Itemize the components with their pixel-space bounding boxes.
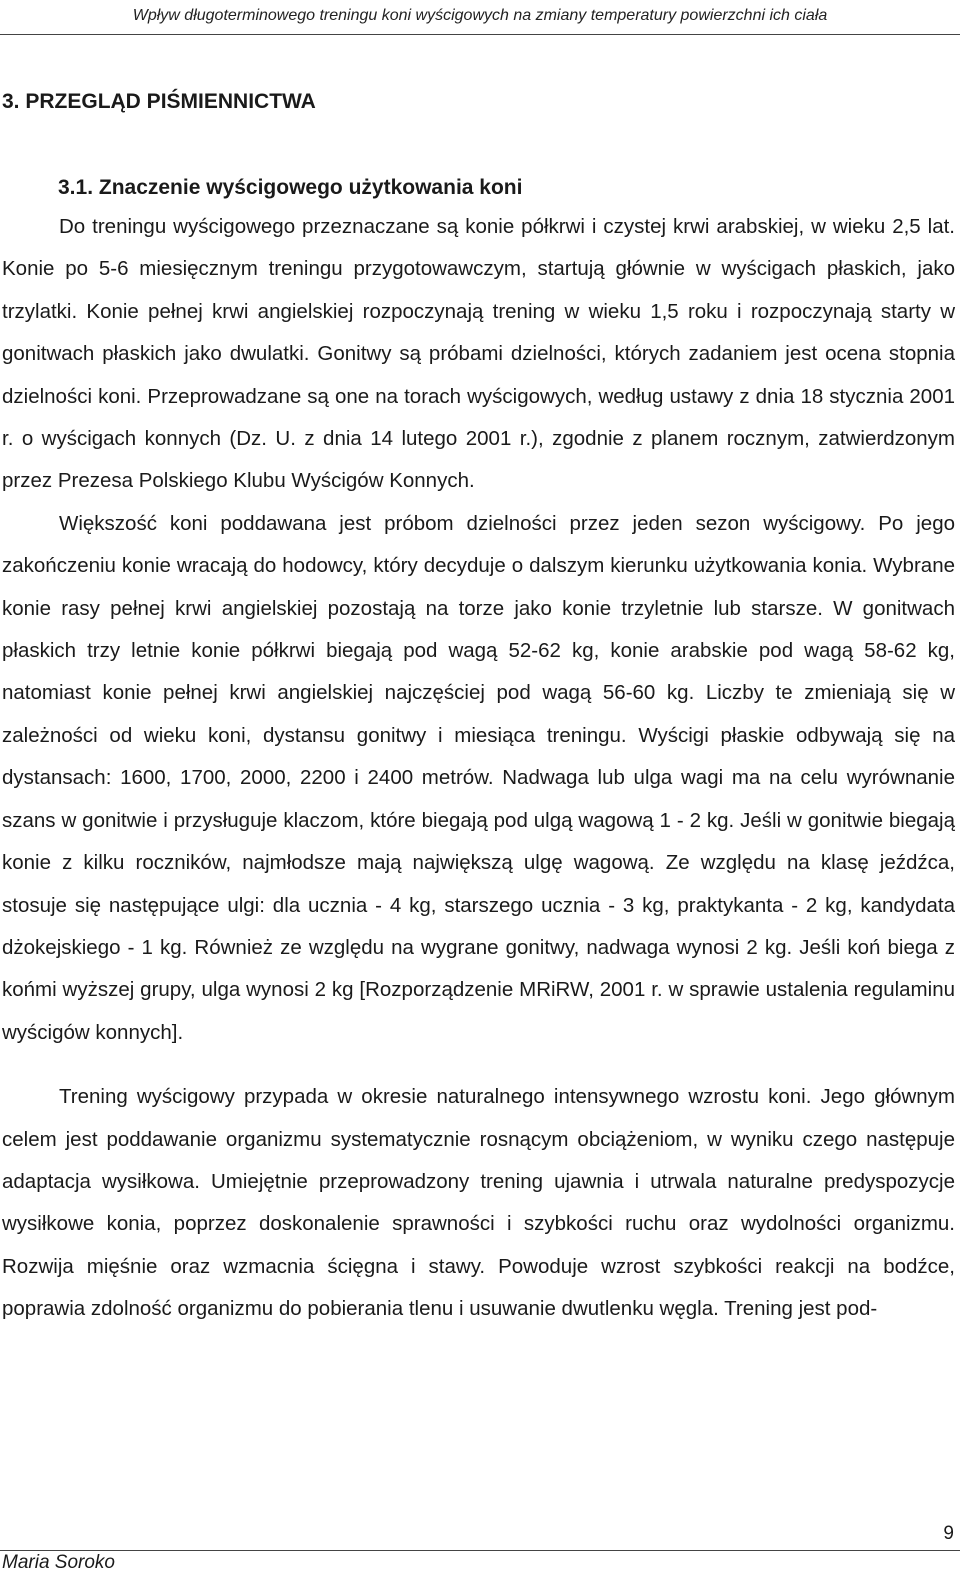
footer-divider [0,1550,960,1551]
page-number: 9 [943,1523,954,1544]
header-divider [0,34,960,35]
paragraph: Większość koni poddawana jest próbom dzielności przez jeden sezon wyścigowy. Po jego zakończeniu konie wracają do hodowcy, który decyduje o dalszym kierunku użytkowania konia. Wybrane konie rasy pełnej krwi angielskiej pozostają na torze jako konie trzyletnie lub starsze. W gonitwach płaskich trzy letnie konie półkrwi biegają pod wagą 52-62 kg, konie arabskie pod wagą 58-62 kg, natomiast konie pełnej krwi angielskiej najczęściej pod wagą 56-60 kg. Liczby te zmieniają się w zależności od wieku koni, dystansu gonitwy i miesiąca treningu. Wyścigi płaskie odbywają się na dystansach: 1600, 1700, 2000, 2200 i 2400 metrów. Nadwaga lub ulga wagi ma na celu wyrównanie szans w gonitwie i przysługuje klaczom, które biegają pod ulgą wagową 1 - 2 kg. Jeśli w gonitwie biegają konie z kilku roczników, najmłodsze mają największą ulgę wagową. Ze względu na klasę jeźdźca, stosuje się następujące ulgi: dla ucznia - 4 kg, starszego ucznia - 3 kg, praktykanta - 2 kg, kandydata dżokejskiego - 1 kg. Również ze względu na wygrane gonitwy, nadwaga wynosi 2 kg. Jeśli koń biega z końmi wyższej grupy, ulga wynosi 2 kg [Rozporządzenie MRiRW, 2001 r. w sprawie ustalenia regulaminu wyścigów konnych]. [2,511,955,1044]
footer-author: Maria Soroko [2,1552,115,1573]
running-header: Wpływ długoterminowego treningu koni wyścigowych na zmiany temperatury powierzchni ich ciała [132,7,828,24]
paragraph: Do treningu wyścigowego przeznaczane są konie półkrwi i czystej krwi arabskiej, w wieku 2,5 lat. Konie po 5-6 miesięcznym treningu przygotowawczym, startują głównie w wyścigach płaskich, jako trzylatki. Konie pełnej krwi angielskiej rozpoczynają trening w wieku 1,5 roku i rozpoczynają starty w gonitwach płaskich jako dwulatki. Gonitwy są próbami dzielności, których zadaniem jest ocena stopnia dzielności koni. Przeprowadzane są one na torach wyścigowych, według ustawy z dnia 18 stycznia 2001 r. o wyścigach konnych (Dz. U. z dnia 14 lutego 2001 r.), zgodnie z planem rocznym, zatwierdzonym przez Prezesa Polskiego Klubu Wyścigów Konnych. [2,215,955,493]
chapter-title: 3. PRZEGLĄD PIŚMIENNICTWA [2,90,316,113]
body-text [2,206,955,1331]
paragraph: Trening wyścigowy przypada w okresie naturalnego intensywnego wzrostu koni. Jego głównym celem jest poddawanie organizmu systematycznie rosnącym obciążeniom, w wyniku czego następuje adaptacja wysiłkowa. Umiejętnie przeprowadzony trening ujawnia i utrwala naturalne predyspozycje wysiłkowe konia, poprzez doskonalenie sprawności i szybkości ruchu oraz wydolności organizmu. Rozwija mięśnie oraz wzmacnia ścięgna i stawy. Powoduje wzrost szybkości reakcji na bodźce, poprawia zdolność organizmu do pobierania tlenu i usuwanie dwutlenku węgla. Trening jest pod- [2,1085,955,1321]
section-title: 3.1. Znaczenie wyścigowego użytkowania koni [58,176,523,199]
